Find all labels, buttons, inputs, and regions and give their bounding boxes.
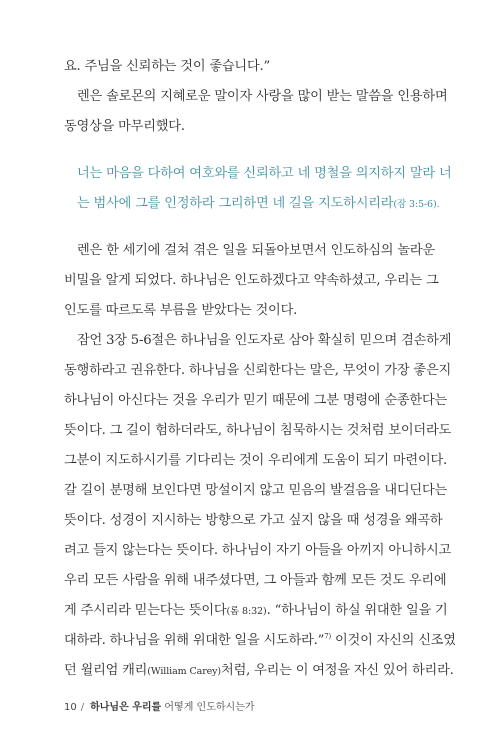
body-text: 대하라. 하나님을 위해 위대한 일을 시도하라.” — [64, 633, 325, 648]
body-text: 던 윌리엄 캐리 — [64, 663, 148, 678]
body-line — [64, 626, 456, 656]
body-line: 동영상을 마무리했다. — [64, 119, 185, 134]
body-line: 그분이 지도하시기를 기다리는 것이 우리에게 도움이 되기 마련이다. — [64, 453, 448, 468]
body-line: 뜻이다. 성경이 지시하는 방향으로 가고 싶지 않을 때 성경을 왜곡하 — [64, 513, 443, 528]
body-line: 잠언 3장 5-6절은 하나님을 인도자로 삼아 확실히 믿으며 겸손하게 — [77, 333, 452, 348]
body-line: 동행하라고 권유한다. 하나님을 신뢰한다는 말은, 무엇이 가장 좋은지 — [64, 363, 452, 378]
footnote-marker: 7) — [324, 632, 331, 641]
book-title-bold: 하나님은 우리를 — [90, 702, 162, 713]
scripture-reference: (잠 3:5-6). — [393, 199, 440, 210]
body-line: 렌은 한 세기에 걸쳐 겪은 일을 되돌아보면서 인도하심의 놀라운 — [77, 243, 435, 258]
english-name: (William Carey) — [147, 666, 222, 677]
book-title-rest: 어떻게 인도하시는가 — [161, 702, 255, 713]
body-line: 려고 들지 않는다는 뜻이다. 하나님이 자기 아들을 아끼지 아니하시고 — [64, 543, 452, 558]
body-line: 갈 길이 분명해 보인다면 망설이지 않고 믿음의 발걸음을 내디딘다는 — [64, 483, 448, 498]
body-text: 게 주시리라 믿는다는 뜻이다 — [64, 603, 227, 618]
scripture-quote-line — [77, 189, 440, 219]
body-line: 비밀을 알게 되었다. 하나님은 인도하겠다고 약속하셨고, 우리는 그 — [64, 273, 439, 288]
body-text: 처럼, 우리는 이 여정을 자신 있어 하리라. — [221, 663, 454, 678]
body-line: 뜻이다. 그 길이 험하더라도, 하나님이 침묵하시는 것처럼 보이더라도 — [64, 423, 452, 438]
body-line: 요. 주님을 신뢰하는 것이 좋습니다.” — [64, 59, 271, 74]
body-line: 렌은 솔로몬의 지혜로운 말이자 사랑을 많이 받는 말씀을 인용하며 — [77, 89, 448, 104]
body-line — [64, 656, 454, 686]
body-line: 하나님이 아신다는 것을 우리가 믿기 때문에 그분 명령에 순종한다는 — [64, 393, 448, 408]
scripture-quote-text: 는 범사에 그를 인정하라 그리하면 네 길을 지도하시리라 — [77, 196, 394, 211]
page-number: 10 — [64, 702, 77, 713]
body-line: 우리 모든 사람을 위해 내주셨다면, 그 아들과 함께 모든 것도 우리에 — [64, 573, 447, 588]
scripture-reference: (롬 8:32) — [226, 606, 267, 617]
body-line: 인도를 따르도록 부름을 받았다는 것이다. — [64, 303, 298, 318]
body-text: 이것이 자신의 신조였 — [331, 633, 456, 648]
scripture-quote-line: 너는 마음을 다하여 여호와를 신뢰하고 네 명철을 의지하지 말라 너 — [77, 166, 452, 181]
body-text: . “하나님이 하실 위대한 일을 기 — [266, 603, 448, 618]
footer-separator: / — [80, 702, 85, 713]
page-footer — [64, 700, 255, 716]
body-line — [64, 596, 448, 626]
